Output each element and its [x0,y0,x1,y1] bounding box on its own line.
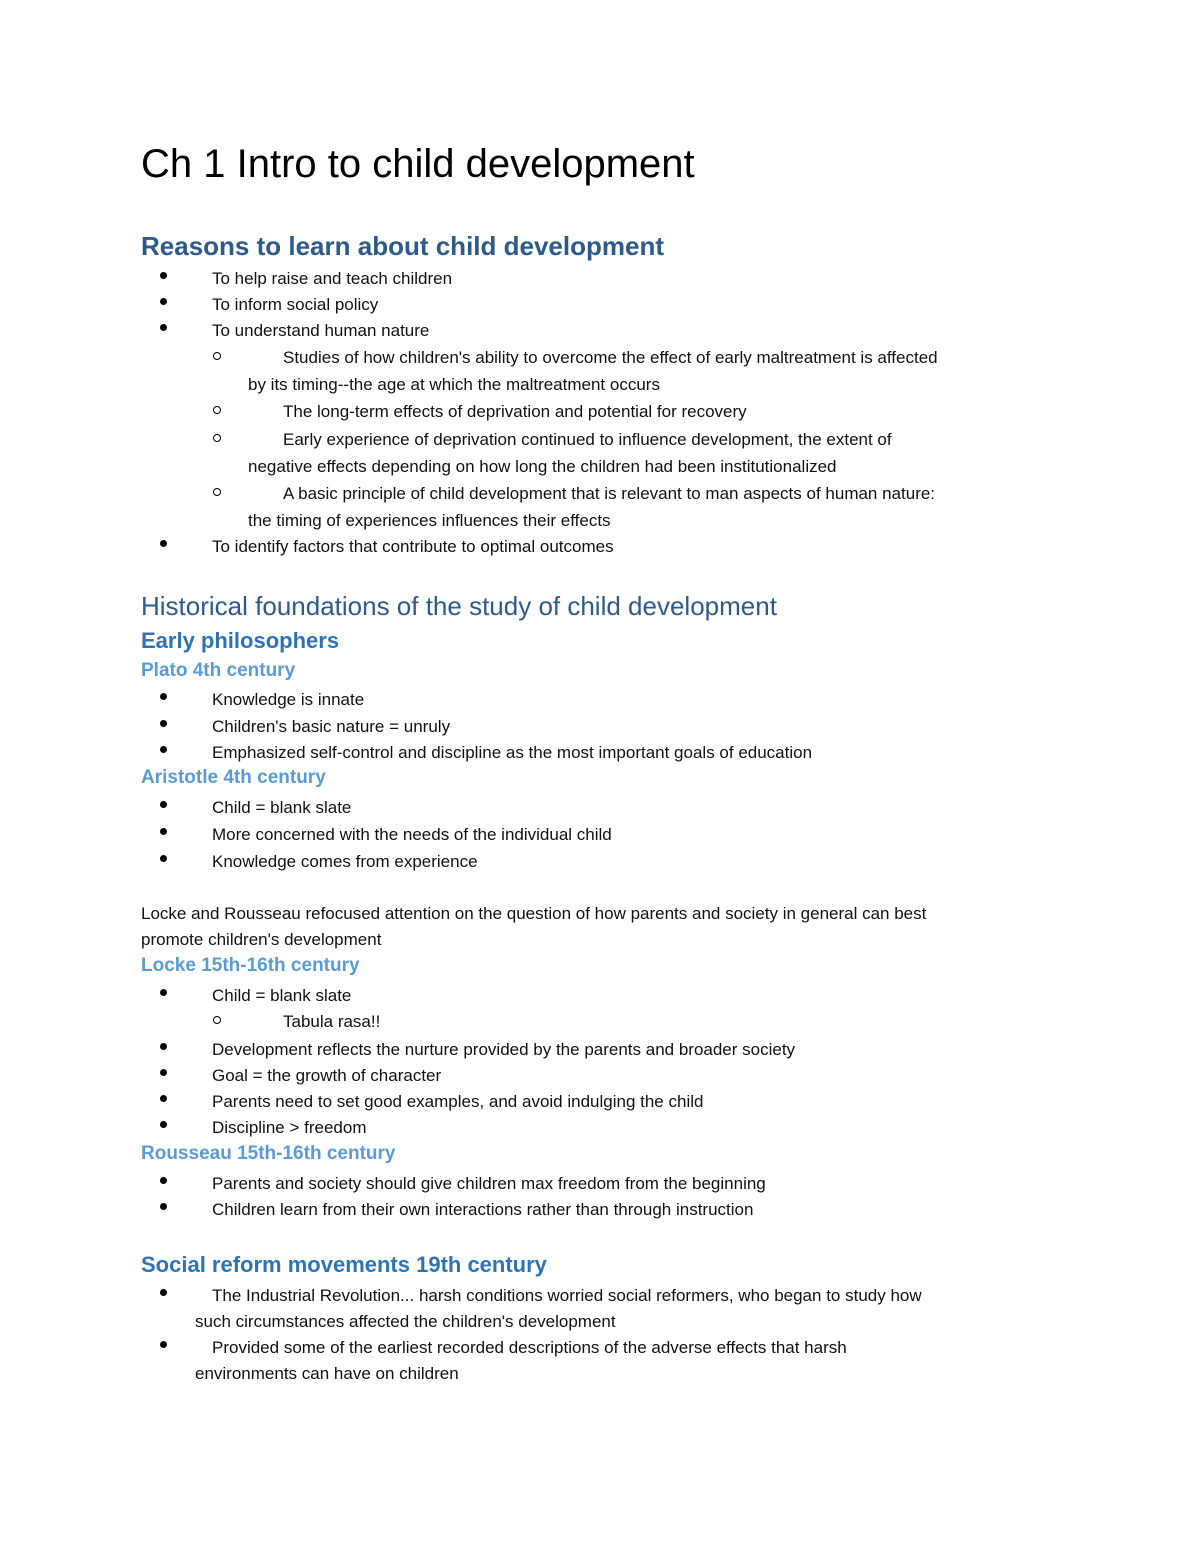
list-item: The Industrial Revolution... harsh conditions worried social reformers, who began to study how [212,1286,922,1305]
list-item: Knowledge is innate [212,690,365,709]
paragraph-line: promote children's development [141,930,382,949]
list-item: Child = blank slate [212,798,352,817]
sub-bullet-icon [213,434,221,442]
heading-historical: Historical foundations of the study of child development [141,591,777,621]
bullet-icon [160,1177,167,1184]
sub-list-item: A basic principle of child development that is relevant to man aspects of human nature: [283,484,936,503]
bullet-icon [160,1203,167,1210]
heading-locke: Locke 15th-16th century [141,955,360,976]
bullet-icon [160,272,167,279]
list-item: Children's basic nature = unruly [212,717,451,736]
bullet-icon [160,720,167,727]
bullet-icon [160,1095,167,1102]
bullet-icon [160,1069,167,1076]
sub-list-item-continued: the timing of experiences influences their effects [248,511,611,530]
list-item: Emphasized self-control and discipline as the most important goals of education [212,743,813,762]
heading-aristotle: Aristotle 4th century [141,767,326,788]
page-title: Ch 1 Intro to child development [141,142,695,186]
bullet-icon [160,540,167,547]
heading-reasons: Reasons to learn about child development [141,231,664,261]
sub-list-item: The long-term effects of deprivation and potential for recovery [283,402,747,421]
list-item: Discipline > freedom [212,1118,367,1137]
list-item: Knowledge comes from experience [212,852,478,871]
bullet-icon [160,1289,167,1296]
heading-plato: Plato 4th century [141,660,296,681]
list-item: To inform social policy [212,295,379,314]
sub-list-item: Early experience of deprivation continued to influence development, the extent of [283,430,892,449]
heading-early-philosophers: Early philosophers [141,628,340,653]
sub-bullet-icon [213,1016,221,1024]
sub-list-item: Tabula rasa!! [283,1012,381,1031]
bullet-icon [160,828,167,835]
list-item-continued: environments can have on children [195,1364,459,1383]
sub-bullet-icon [213,488,221,496]
list-item: Goal = the growth of character [212,1066,442,1085]
list-item: Parents need to set good examples, and avoid indulging the child [212,1092,704,1111]
list-item: Child = blank slate [212,986,352,1005]
bullet-icon [160,746,167,753]
list-item: More concerned with the needs of the individual child [212,825,612,844]
heading-rousseau: Rousseau 15th-16th century [141,1143,396,1164]
bullet-icon [160,1341,167,1348]
list-item-continued: such circumstances affected the children's development [195,1312,616,1331]
list-item: Provided some of the earliest recorded descriptions of the adverse effects that harsh [212,1338,847,1357]
sub-bullet-icon [213,352,221,360]
bullet-icon [160,324,167,331]
bullet-icon [160,855,167,862]
list-item: Children learn from their own interactions rather than through instruction [212,1200,754,1219]
bullet-icon [160,801,167,808]
heading-social-reform: Social reform movements 19th century [141,1252,547,1277]
bullet-icon [160,1121,167,1128]
sub-bullet-icon [213,406,221,414]
bullet-icon [160,298,167,305]
list-item: To understand human nature [212,321,430,340]
paragraph-line: Locke and Rousseau refocused attention on the question of how parents and society in general can best [141,904,927,923]
list-item: Development reflects the nurture provided by the parents and broader society [212,1040,796,1059]
bullet-icon [160,1043,167,1050]
bullet-icon [160,989,167,996]
bullet-icon [160,693,167,700]
sub-list-item-continued: negative effects depending on how long the children had been institutionalized [248,457,837,476]
sub-list-item-continued: by its timing--the age at which the maltreatment occurs [248,375,660,394]
list-item: Parents and society should give children max freedom from the beginning [212,1174,766,1193]
list-item: To help raise and teach children [212,269,453,288]
sub-list-item: Studies of how children's ability to overcome the effect of early maltreatment is affected [283,348,938,367]
list-item: To identify factors that contribute to optimal outcomes [212,537,614,556]
